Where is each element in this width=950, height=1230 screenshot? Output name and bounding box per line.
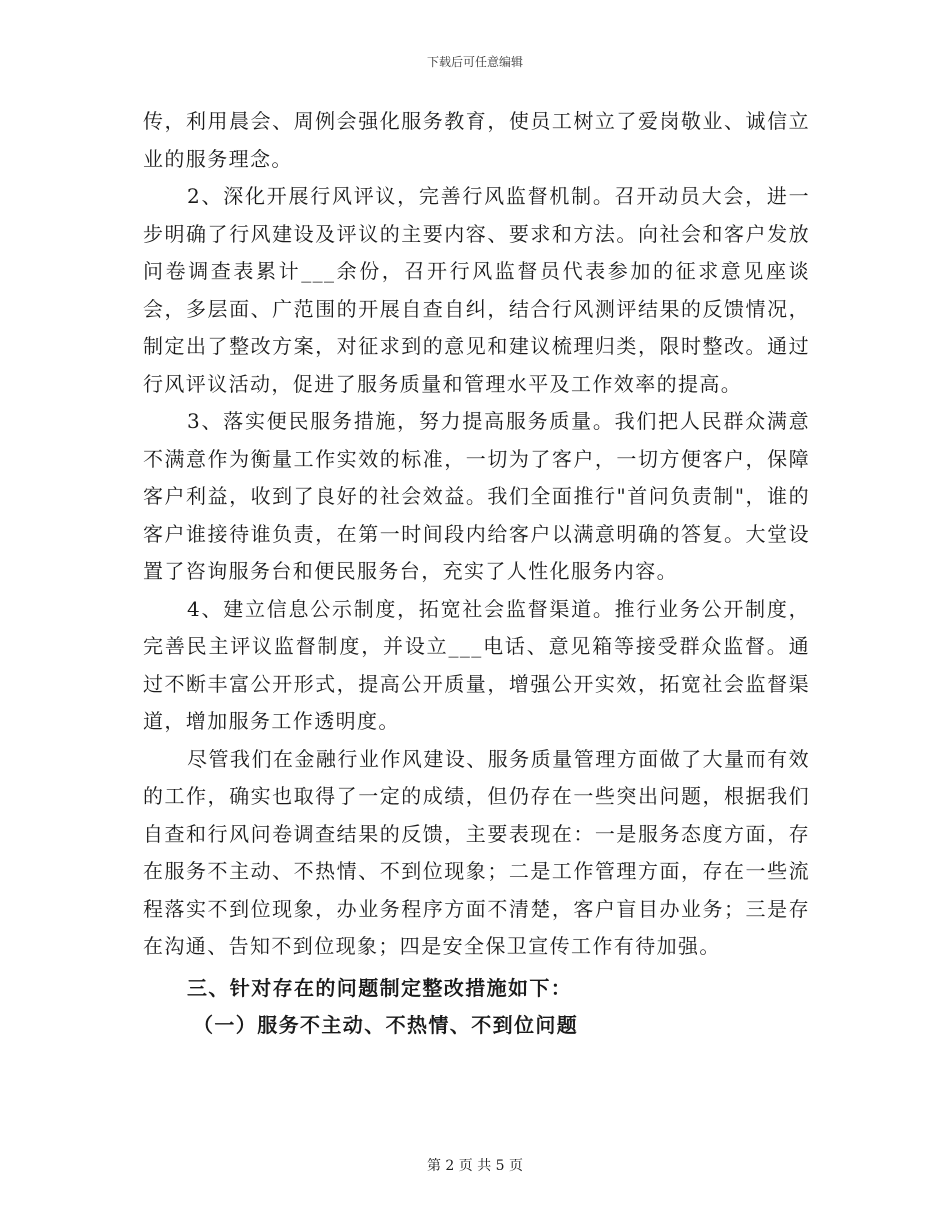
paragraph-1: 传，利用晨会、周例会强化服务教育，使员工树立了爱岗敬业、诚信立业的服务理念。	[143, 109, 810, 171]
paragraph-3: 3、落实便民服务措施，努力提高服务质量。我们把人民群众满意不满意作为衡量工作实效的标准，一切为了客户，一切方便客户，保障客户利益，收到了良好的社会效益。我们全面推行"首问负责制"，谁的客户谁接待谁负责，在第一时间段内给客户以满意明确的答复。大堂设置了咨询服务台和便民服务台，充实了人性化服务内容。	[143, 409, 810, 583]
page-header-note: 下载后可任意编辑	[426, 55, 523, 69]
page-number: 第 2 页 共 5 页	[426, 1158, 524, 1174]
subsection-heading: （一）服务不主动、不热情、不到位问题	[193, 1013, 579, 1037]
paragraph-5: 尽管我们在金融行业作风建设、服务质量管理方面做了大量而有效的工作，确实也取得了一定的成绩，但仍存在一些突出问题，根据我们自查和行风问卷调查结果的反馈，主要表现在：一是服务态度方面，存在服务不主动、不热情、不到位现象；二是工作管理方面，存在一些流程落实不到位现象，办业务程序方面不清楚，客户盲目办业务；三是存在沟通、告知不到位现象；四是安全保卫宣传工作有待加强。	[143, 746, 810, 958]
paragraph-4: 4、建立信息公示制度，拓宽社会监督渠道。推行业务公开制度，完善民主评议监督制度，并设立___电话、意见箱等接受群众监督。通过不断丰富公开形式，提高公开质量，增强公开实效，拓宽社会监督渠道，增加服务工作透明度。	[143, 596, 810, 733]
section-heading: 三、针对存在的问题制定整改措施如下：	[187, 975, 573, 1000]
paragraph-2: 2、深化开展行风评议，完善行风监督机制。召开动员大会，进一步明确了行风建设及评议的主要内容、要求和方法。向社会和客户发放问卷调查表累计___余份，召开行风监督员代表参加的征求意见座谈会，多层面、广范围的开展自查自纠，结合行风测评结果的反馈情况，制定出了整改方案，对征求到的意见和建议梳理归类，限时整改。通过行风评议活动，促进了服务质量和管理水平及工作效率的提高。	[143, 184, 810, 396]
document-body	[143, 103, 810, 1045]
